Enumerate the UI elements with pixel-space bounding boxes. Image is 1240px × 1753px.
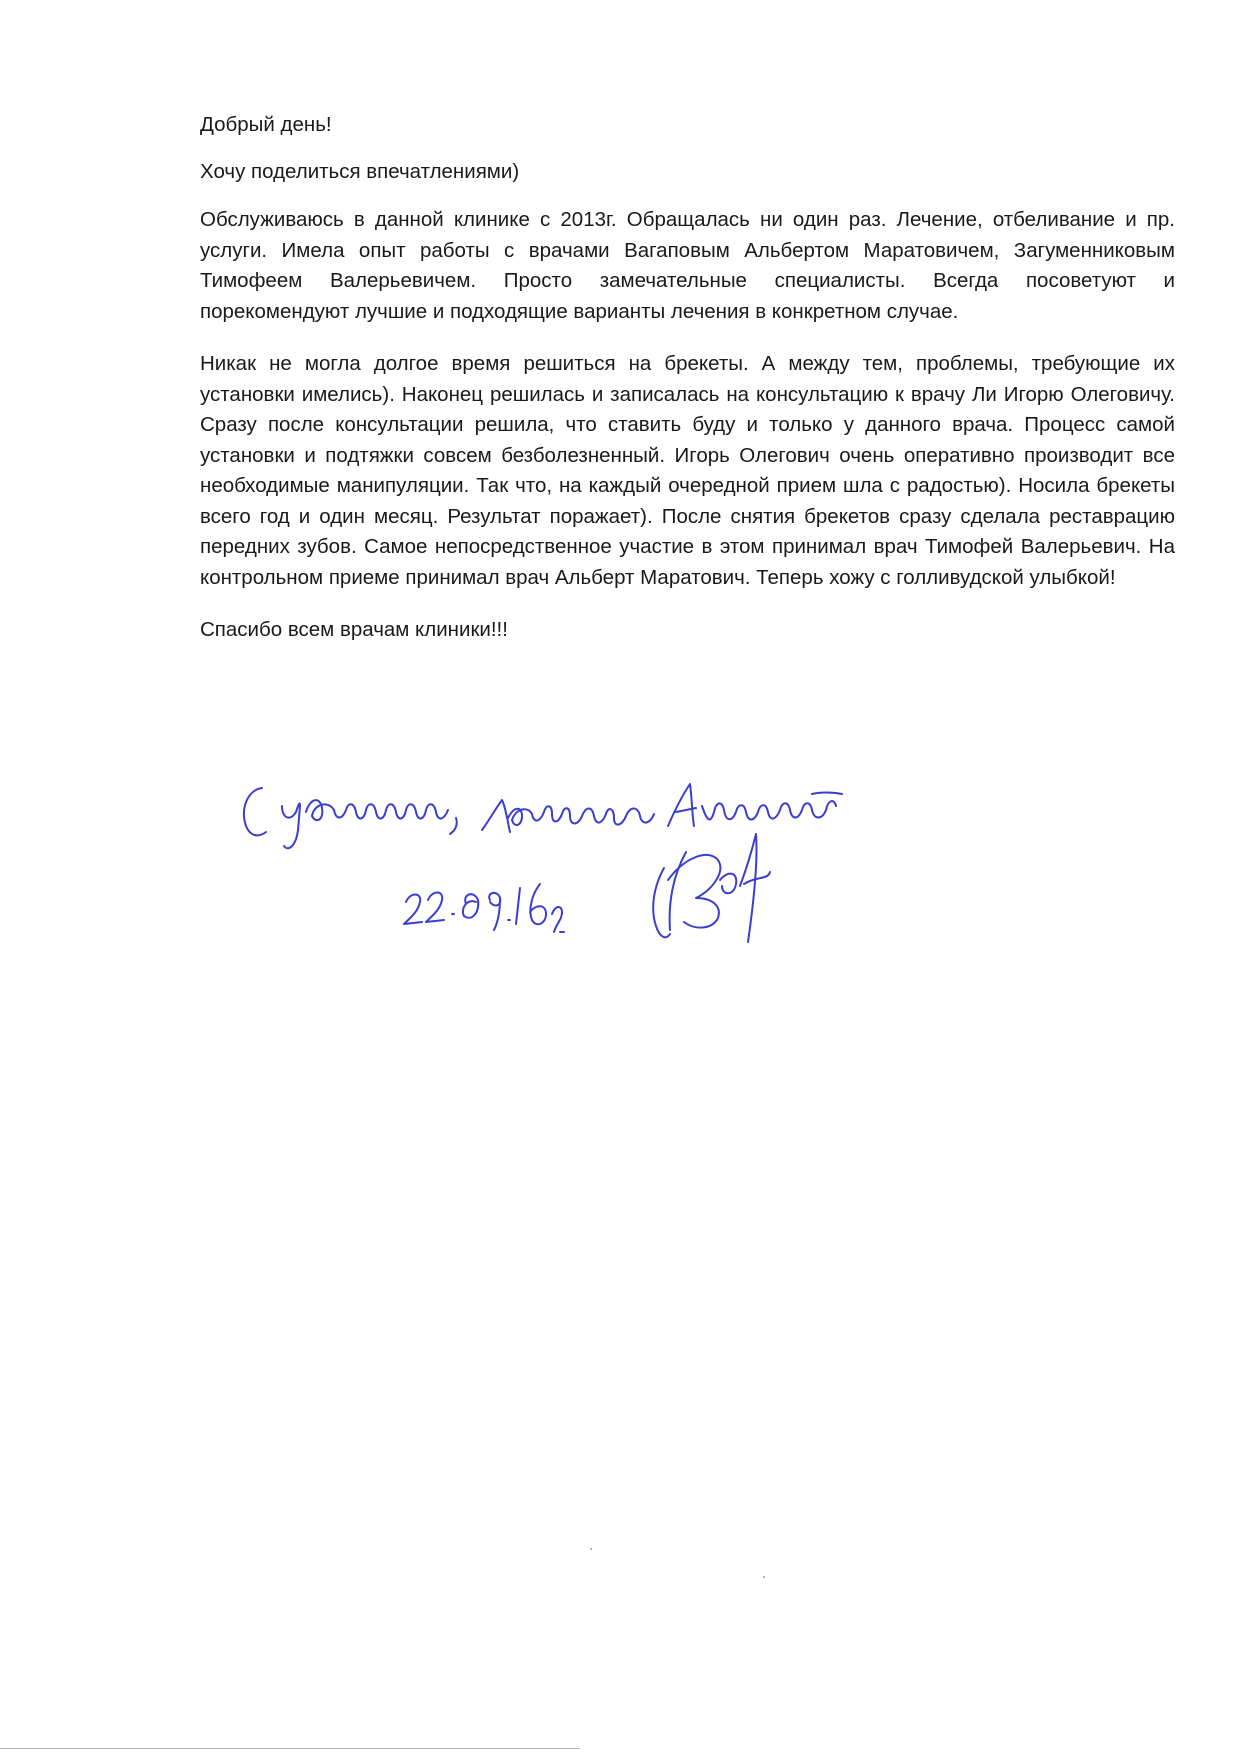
letter-intro: Хочу поделиться впечатлениями) [200,159,520,183]
letter-body [200,110,1175,646]
letter-paragraph-2: Никак не могла долгое время решиться на брекеты. А между тем, проблемы, требующие их установки имелись). Наконец решилась и записалась на консультацию к врачу Ли Игорю Олеговичу. Сразу после консультации решила, что ставить буду и только у данного врача. Процесс самой установки и подтяжки совсем безболезненный. Игорь Олегович очень оперативно производит все необходимые манипуляции. Так что, на каждый очередной прием шла с радостью). Носила брекеты всего год и один месяц. Результат поражает). После снятия брекетов сразу сделала реставрацию передних зубов. Самое непосредственное участие в этом принимал врач Тимофей Валерьевич. На контрольном приеме принимал врач Альберт Маратович. Теперь хожу с голливудской улыбкой! [200,352,1175,589]
handwritten-regards [244,784,842,848]
scan-speck [763,1576,765,1578]
letter-closing: Спасибо всем врачам клиники!!! [200,618,508,641]
scan-edge-line [0,1748,580,1749]
handwritten-signature [653,834,770,942]
handwritten-date [404,884,564,932]
letter-paragraph-1: Обслуживаюсь в данной клинике с 2013г. Обращалась ни один раз. Лечение, отбеливание и пр. услуги. Имела опыт работы с врачами Вагаповым Альбертом Маратовичем, Загуменниковым Тимофеем Валерьевичем. Просто замечательные специалисты. Всегда посоветуют и порекомендуют лучшие и подходящие варианты лечения в конкретном случае. [200,208,1175,323]
scan-speck [590,1548,592,1550]
letter-greeting: Добрый день! [200,113,332,136]
